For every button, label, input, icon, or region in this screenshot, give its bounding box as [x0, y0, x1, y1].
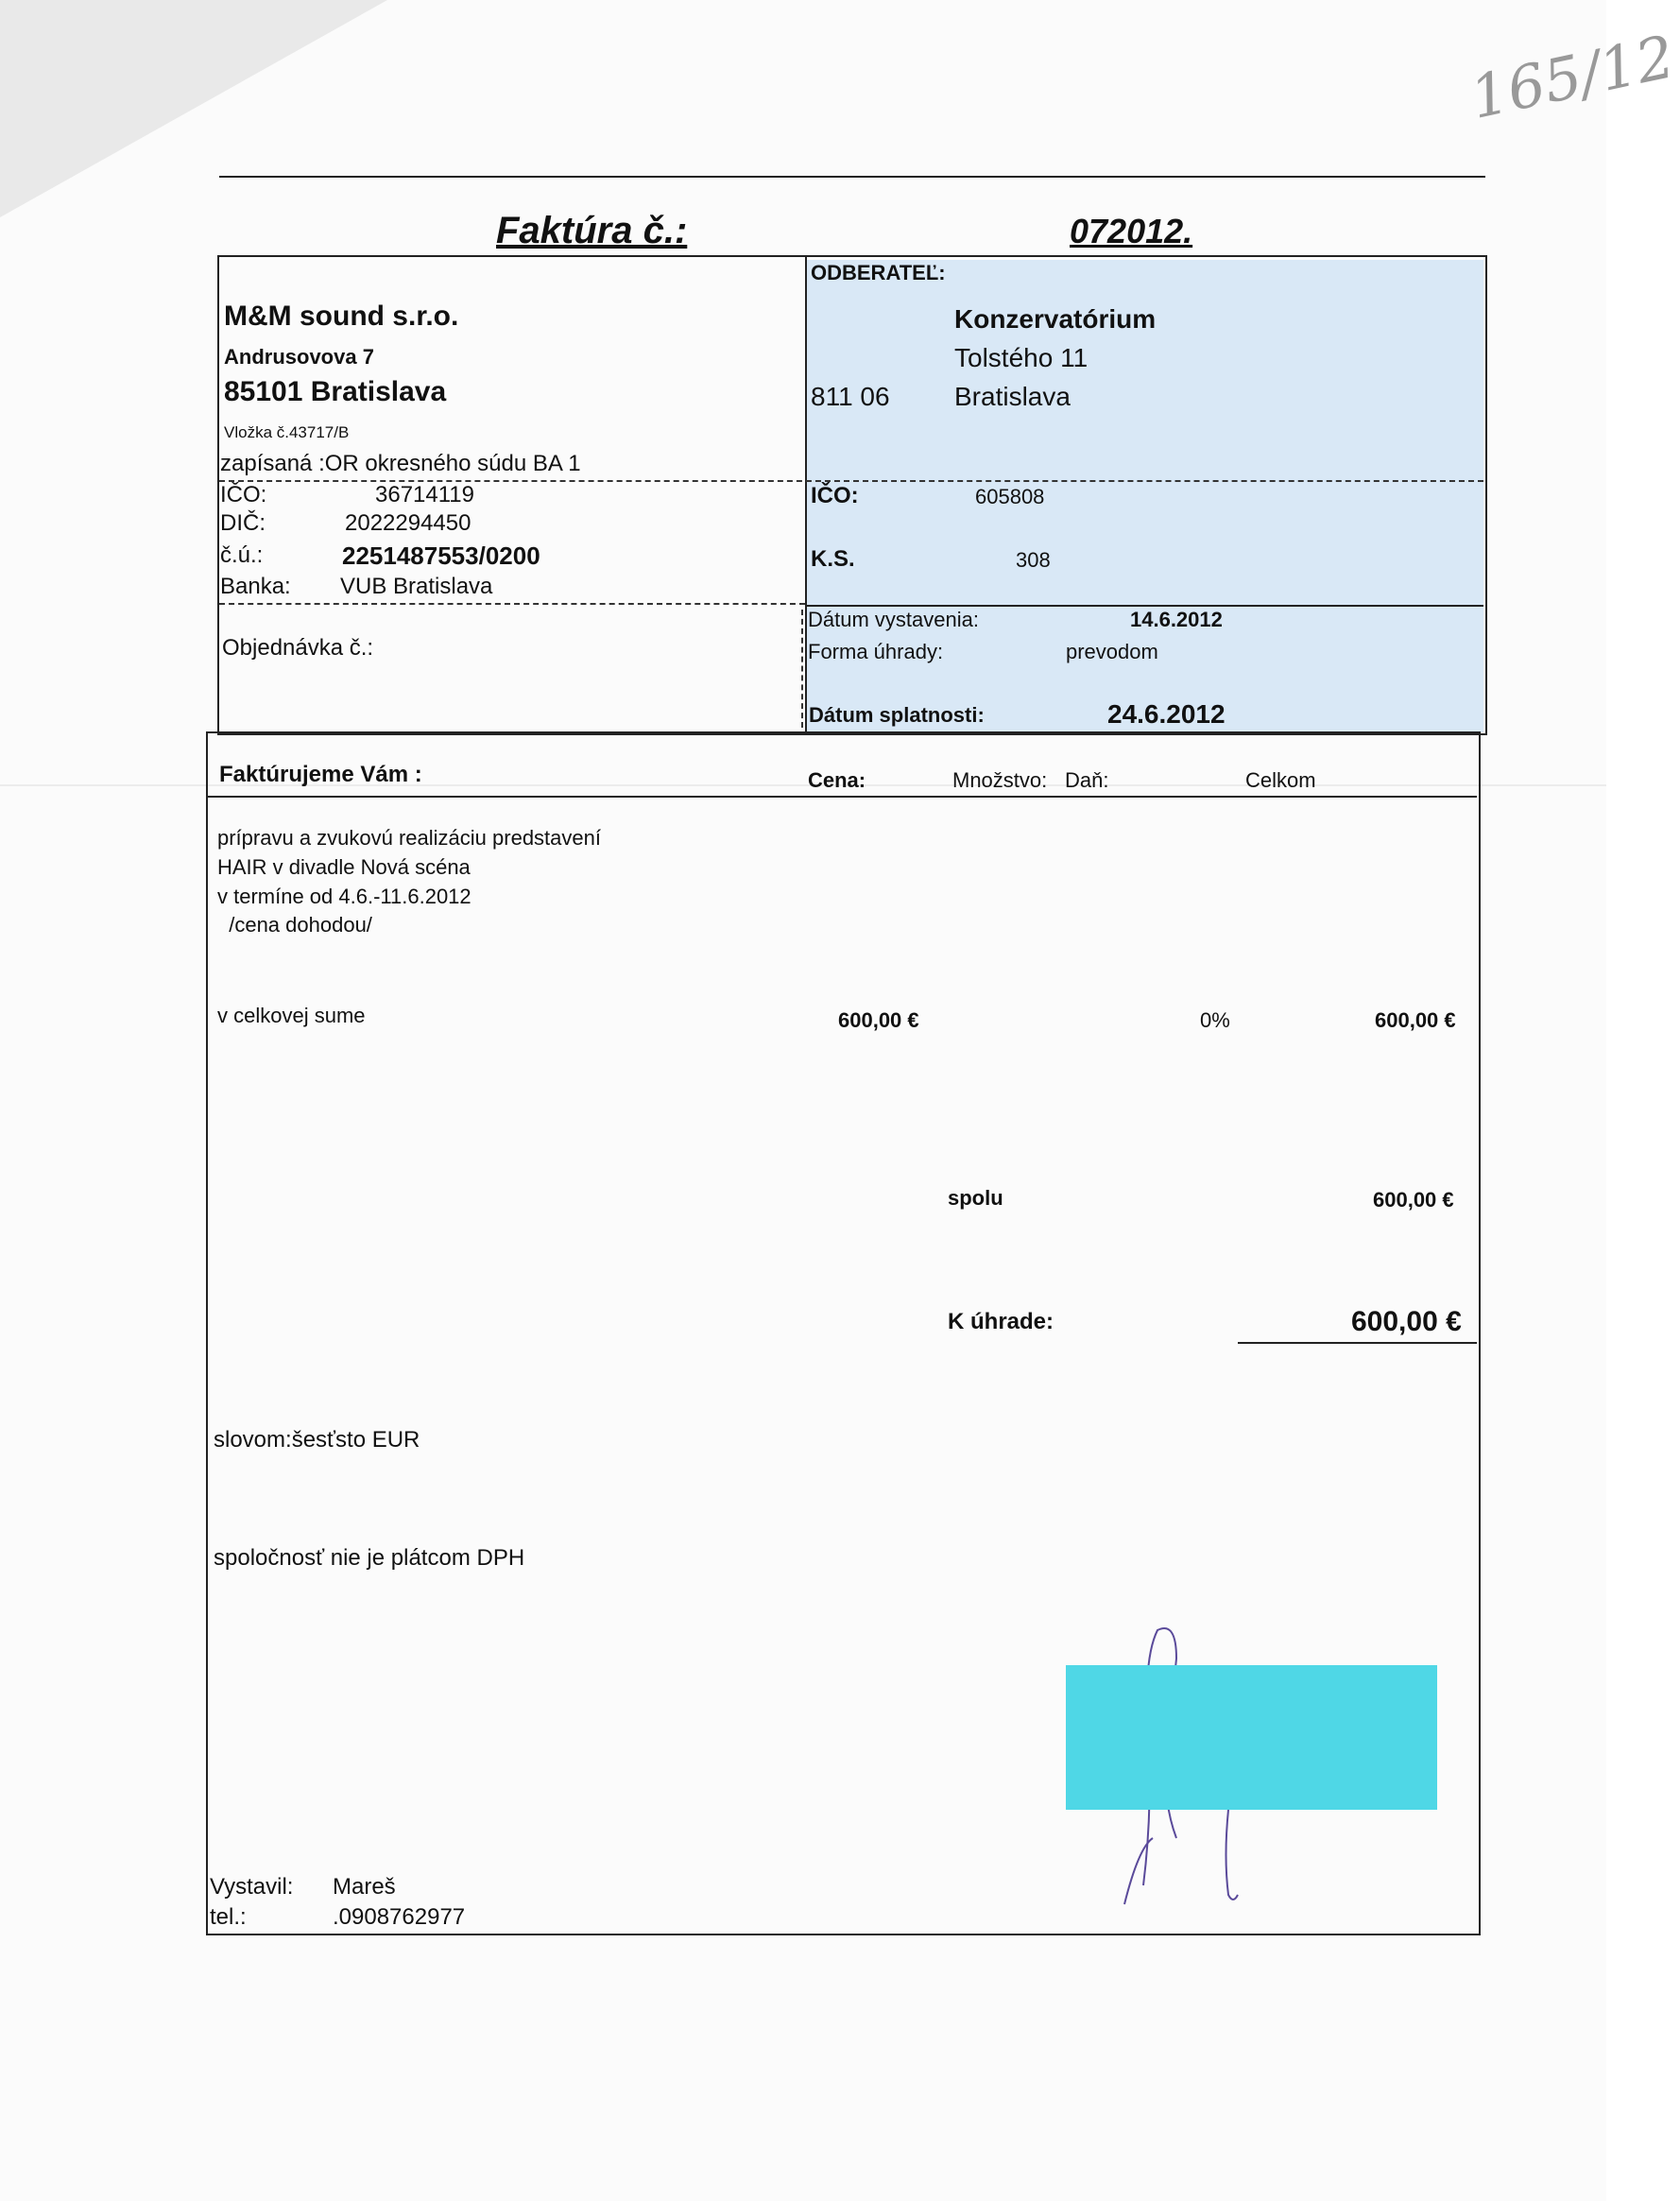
quantity-column-header: Množstvo: [952, 768, 1048, 792]
issue-date-label: Dátum vystavenia: [808, 608, 979, 631]
invoice-number: 072012. [1070, 212, 1193, 250]
header-rule [806, 605, 1483, 607]
amount-due-underline [1238, 1342, 1477, 1344]
tax-column-header: Daň: [1065, 768, 1109, 792]
total-column-header: Celkom [1245, 768, 1316, 792]
subtotal-value: 600,00 € [1373, 1188, 1454, 1212]
top-rule [219, 176, 1485, 178]
amount-due-label: K úhrade: [948, 1309, 1054, 1334]
line-item-price: 600,00 € [838, 1008, 919, 1032]
order-number-label: Objednávka č.: [222, 635, 374, 661]
due-date-label: Dátum splatnosti: [809, 703, 985, 727]
supplier-name: M&M sound s.r.o. [224, 301, 459, 332]
supplier-bank: VUB Bratislava [340, 574, 493, 599]
handwritten-corner-note: 165/12 [1464, 22, 1680, 132]
redaction-block [1066, 1665, 1437, 1810]
customer-ks-label: K.S. [811, 546, 855, 572]
item-description-line: v termíne od 4.6.-11.6.2012 [217, 885, 471, 908]
issued-by-name: Mareš [333, 1874, 396, 1900]
line-item-total: 600,00 € [1375, 1008, 1456, 1032]
supplier-dic-label: DIČ: [220, 510, 266, 536]
line-item-label: v celkovej sume [217, 1004, 366, 1027]
supplier-bank-label: Banka: [220, 574, 291, 599]
billing-heading: Faktúrujeme Vám : [219, 762, 422, 787]
item-description-line: prípravu a zvukovú realizáciu predstavení [217, 826, 601, 850]
invoice-title: Faktúra č.: [496, 210, 688, 251]
customer-ico: 605808 [975, 485, 1045, 508]
phone-number: .0908762977 [333, 1904, 466, 1930]
customer-city: Bratislava [954, 382, 1071, 411]
supplier-dic: 2022294450 [345, 510, 471, 536]
payment-method-label: Forma úhrady: [808, 640, 944, 663]
item-description-line: HAIR v divadle Nová scéna [217, 855, 471, 879]
header-divider [805, 257, 807, 731]
supplier-account-label: č.ú.: [220, 542, 264, 568]
vat-note: spoločnosť nie je plátcom DPH [214, 1545, 525, 1571]
customer-zip: 811 06 [811, 382, 890, 411]
supplier-register-insert: Vložka č.43717/B [224, 423, 350, 441]
item-description-line: /cena dohodou/ [217, 913, 372, 937]
due-date: 24.6.2012 [1107, 699, 1226, 729]
supplier-register-court: zapísaná :OR okresného súdu BA 1 [220, 451, 581, 476]
supplier-account: 2251487553/0200 [342, 542, 540, 570]
folded-corner [0, 0, 387, 217]
issue-date: 14.6.2012 [1130, 608, 1223, 631]
customer-street: Tolstého 11 [954, 343, 1089, 372]
price-column-header: Cena: [808, 768, 866, 792]
amount-due-value: 600,00 € [1351, 1306, 1462, 1337]
amount-in-words: slovom:šesťsto EUR [214, 1427, 420, 1453]
subtotal-label: spolu [948, 1186, 1003, 1210]
supplier-street: Andrusovova 7 [224, 345, 374, 369]
dashed-divider [219, 603, 805, 605]
phone-label: tel.: [210, 1904, 247, 1930]
customer-ico-label: IČO: [811, 483, 859, 508]
customer-heading: ODBERATEĽ: [811, 261, 946, 284]
supplier-ico-label: IČO: [220, 482, 267, 507]
line-item-tax: 0% [1200, 1008, 1230, 1032]
payment-method: prevodom [1066, 640, 1158, 663]
customer-ks: 308 [1016, 548, 1051, 572]
supplier-city: 85101 Bratislava [224, 376, 447, 407]
customer-name: Konzervatórium [954, 304, 1157, 334]
issued-by-label: Vystavil: [210, 1874, 294, 1900]
dashed-divider [801, 610, 803, 728]
supplier-ico: 36714119 [375, 482, 474, 507]
items-header-rule [208, 796, 1477, 798]
